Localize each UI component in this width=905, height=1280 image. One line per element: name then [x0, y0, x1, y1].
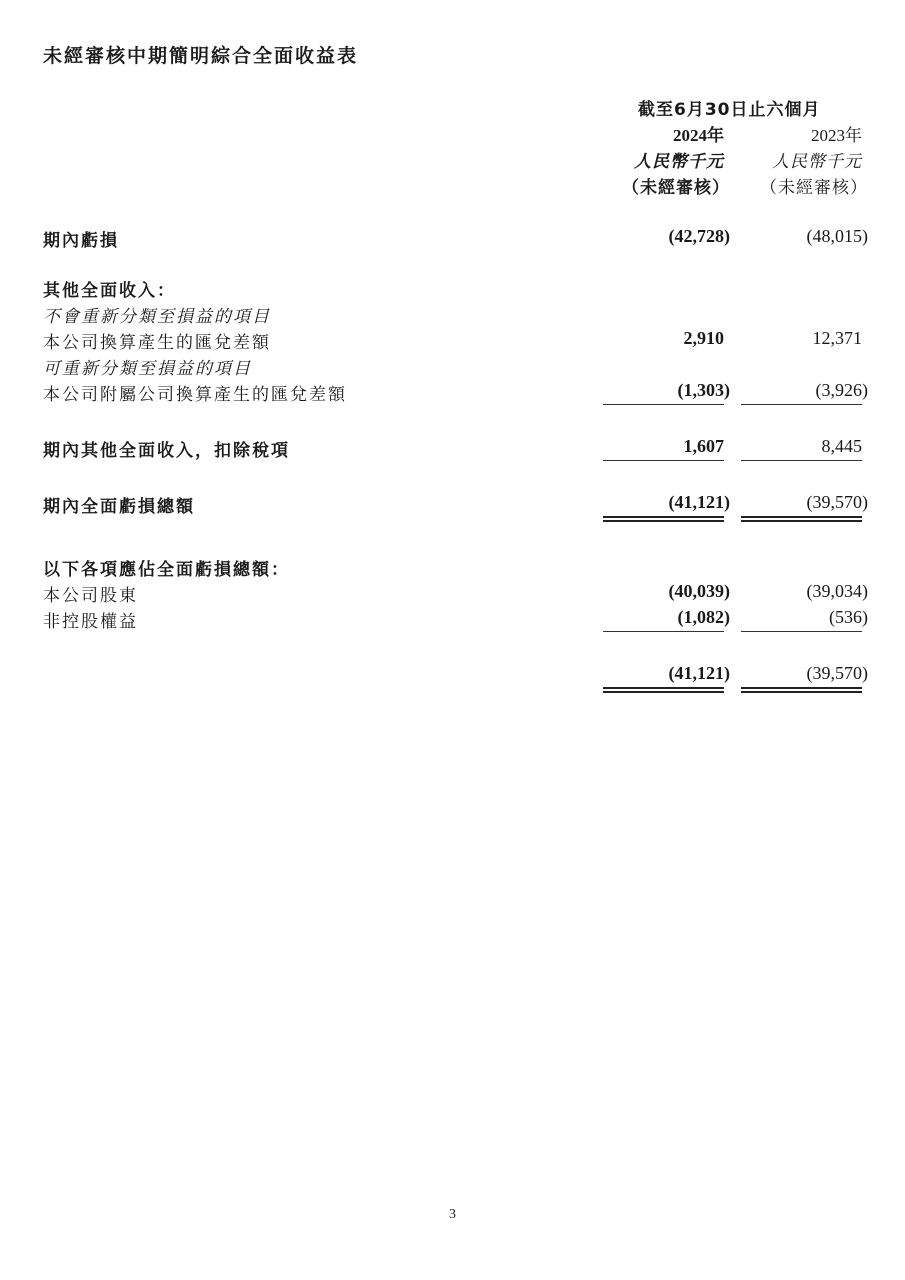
may-reclassified-label: 可重新分類至損益的項目	[43, 359, 252, 379]
rule-single	[741, 460, 862, 461]
year-current-header: 2024年	[673, 126, 724, 145]
loss-for-period-prior: (48,015)	[806, 226, 868, 246]
year-prior-header: 2023年	[811, 126, 862, 145]
rule-single	[741, 404, 862, 405]
total-loss-prior: (39,570)	[806, 492, 868, 512]
attributable-heading: 以下各項應佔全面虧損總額：	[43, 560, 290, 580]
shareholders-label: 本公司股東	[43, 586, 138, 606]
shareholders-prior: (39,034)	[806, 581, 868, 601]
fx-company-current: 2,910	[683, 328, 724, 348]
rule-single	[603, 631, 724, 632]
rule-single	[603, 404, 724, 405]
shareholders-current: (40,039)	[668, 581, 730, 601]
page-number: 3	[449, 1207, 456, 1222]
rule-single	[603, 460, 724, 461]
attributable-total-prior: (39,570)	[806, 663, 868, 683]
oci-net-label: 期內其他全面收入，扣除稅項	[43, 441, 290, 461]
fx-company-prior: 12,371	[812, 328, 862, 348]
not-reclassified-label: 不會重新分類至損益的項目	[43, 307, 271, 327]
audit-prior-header: （未經審核）	[760, 178, 868, 198]
rule-double	[741, 687, 862, 693]
oci-net-prior: 8,445	[821, 436, 862, 456]
attributable-total-current: (41,121)	[668, 663, 730, 683]
rule-double	[603, 516, 724, 522]
rule-single	[741, 631, 862, 632]
rule-double	[603, 687, 724, 693]
total-loss-current: (41,121)	[668, 492, 730, 512]
unit-prior-header: 人民幣千元	[772, 152, 862, 172]
period-header: 截至6月30日止六個月	[638, 100, 821, 120]
fx-subsidiaries-current: (1,303)	[677, 380, 730, 400]
total-loss-label: 期內全面虧損總額	[43, 497, 195, 517]
fx-subsidiaries-label: 本公司附屬公司換算產生的匯兌差額	[43, 385, 347, 405]
nci-prior: (536)	[829, 607, 868, 627]
audit-current-header: （未經審核）	[622, 178, 730, 198]
unit-current-header: 人民幣千元	[634, 152, 724, 172]
loss-for-period-label: 期內虧損	[43, 231, 119, 251]
oci-net-current: 1,607	[683, 436, 724, 456]
loss-for-period-current: (42,728)	[668, 226, 730, 246]
fx-subsidiaries-prior: (3,926)	[815, 380, 868, 400]
oci-heading: 其他全面收入：	[43, 281, 176, 301]
rule-double	[741, 516, 862, 522]
nci-current: (1,082)	[677, 607, 730, 627]
nci-label: 非控股權益	[43, 612, 138, 632]
statement-title: 未經審核中期簡明綜合全面收益表	[43, 45, 359, 67]
fx-company-label: 本公司換算產生的匯兌差額	[43, 333, 271, 353]
